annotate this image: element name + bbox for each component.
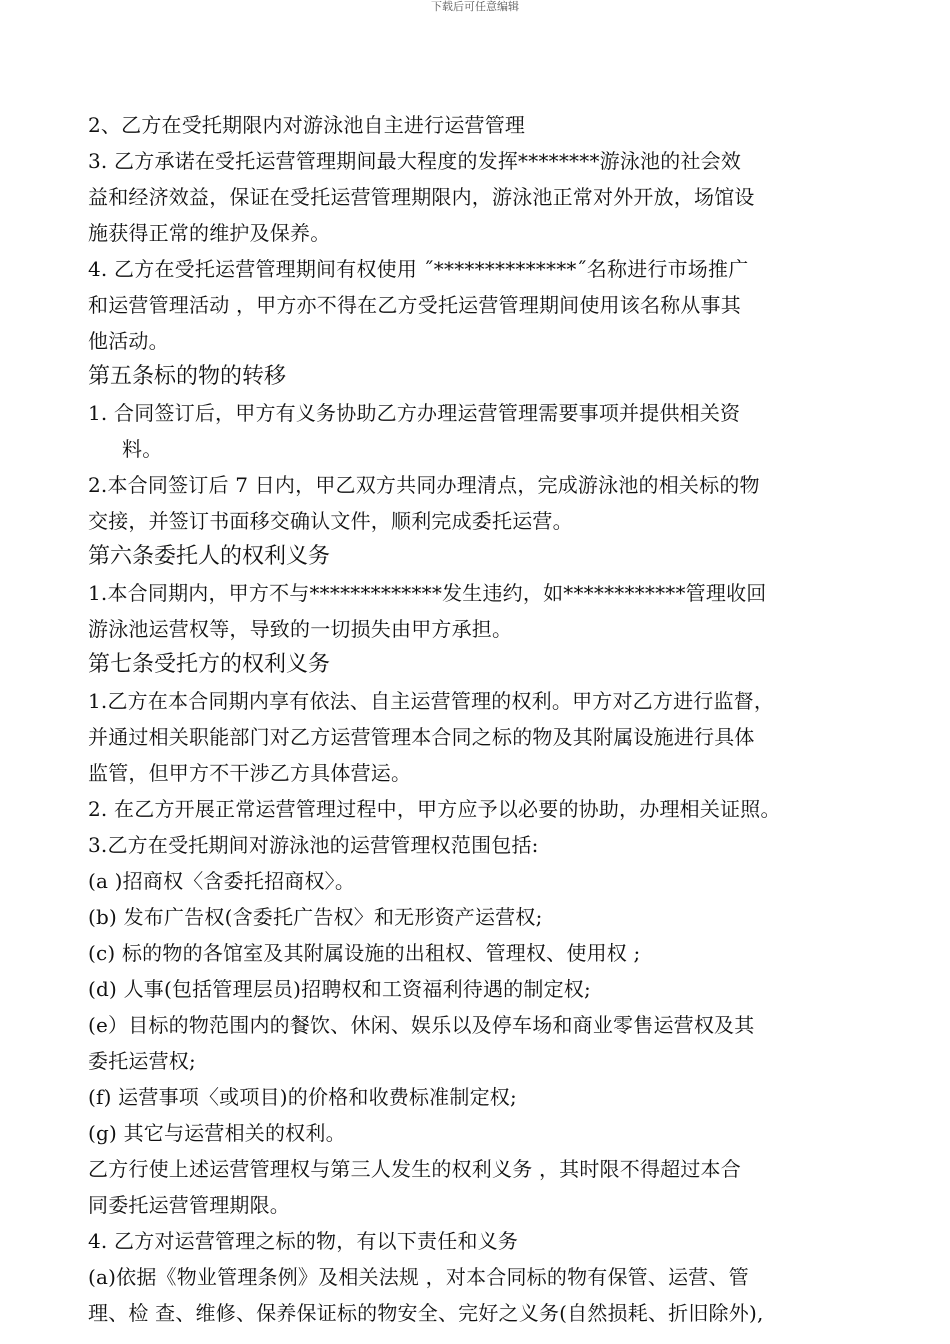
text-line: 4. 乙方在受托运营管理期间有权使用 ˝**************˝名称进行市场推广 <box>88 257 749 281</box>
text-line: 理、检 查、维修、保养保证标的物安全、完好之义务(自然损耗、折旧除外), <box>88 1301 764 1325</box>
text-line: 监管，但甲方不干涉乙方具体营运。 <box>88 761 412 785</box>
section-heading: 第五条标的物的转移 <box>88 364 287 389</box>
text-line: 委托运营权; <box>88 1049 196 1073</box>
text-line: 2、乙方在受托期限内对游泳池自主进行运营管理 <box>88 113 526 137</box>
header-note: 下载后可任意编辑 <box>431 0 519 13</box>
text-line: (e）目标的物范围内的餐饮、休闲、娱乐以及停车场和商业零售运营权及其 <box>88 1013 755 1037</box>
text-line: 他活动。 <box>88 329 169 353</box>
section-heading: 第七条受托方的权利义务 <box>88 652 331 677</box>
text-line: (d) 人事(包括管理层员)招聘权和工资福利待遇的制定权; <box>88 977 591 1001</box>
text-line: 乙方行使上述运营管理权与第三人发生的权利义务 ，其时限不得超过本合 <box>88 1157 741 1181</box>
text-line: 料。 <box>122 437 163 461</box>
text-line: 3.乙方在受托期间对游泳池的运营管理权范围包括: <box>88 833 539 857</box>
text-line: 施获得正常的维护及保养。 <box>88 221 331 245</box>
text-line: 和运营管理活动 ，甲方亦不得在乙方受托运营管理期间使用该名称从事其 <box>88 293 741 317</box>
text-line: 4. 乙方对运营管理之标的物，有以下责任和义务 <box>88 1229 519 1253</box>
text-line: 游泳池运营权等，导致的一切损失由甲方承担。 <box>88 617 513 641</box>
text-line: 益和经济效益，保证在受托运营管理期限内，游泳池正常对外开放，场馆设 <box>88 185 755 209</box>
text-line: 2.本合同签订后 7 日内，甲乙双方共同办理清点，完成游泳池的相关标的物 <box>88 473 760 497</box>
text-line: 并通过相关职能部门对乙方运营管理本合同之标的物及其附属设施进行具体 <box>88 725 755 749</box>
text-line: 交接，并签订书面移交确认文件，顺利完成委托运营。 <box>88 509 573 533</box>
text-line: (a )招商权〈含委托招商权〉。 <box>88 869 356 893</box>
text-line: (a)依据《物业管理条例》及相关法规 ，对本合同标的物有保管、运营、管 <box>88 1265 749 1289</box>
text-line: 1.本合同期内，甲方不与*************发生违约，如************管理收回 <box>88 581 767 605</box>
text-line: 2. 在乙方开展正常运营管理过程中，甲方应予以必要的协助，办理相关证照。 <box>88 797 781 821</box>
text-line: 1.乙方在本合同期内享有依法、自主运营管理的权利。甲方对乙方进行监督， <box>88 689 775 713</box>
text-line: 1. 合同签订后，甲方有义务协助乙方办理运营管理需要事项并提供相关资 <box>88 401 741 425</box>
document-body <box>88 107 858 1331</box>
text-line: 3. 乙方承诺在受托运营管理期间最大程度的发挥********游泳池的社会效 <box>88 149 742 173</box>
text-line: (f) 运营事项〈或项目)的价格和收费标准制定权; <box>88 1085 517 1109</box>
text-line: 同委托运营管理期限。 <box>88 1193 290 1217</box>
text-line: (b) 发布广告权(含委托广告权〉和无形资产运营权; <box>88 905 543 929</box>
text-line: (g) 其它与运营相关的权利。 <box>88 1121 346 1145</box>
text-line: (c) 标的物的各馆室及其附属设施的出租权、管理权、使用权 ; <box>88 941 641 965</box>
section-heading: 第六条委托人的权利义务 <box>88 544 331 569</box>
